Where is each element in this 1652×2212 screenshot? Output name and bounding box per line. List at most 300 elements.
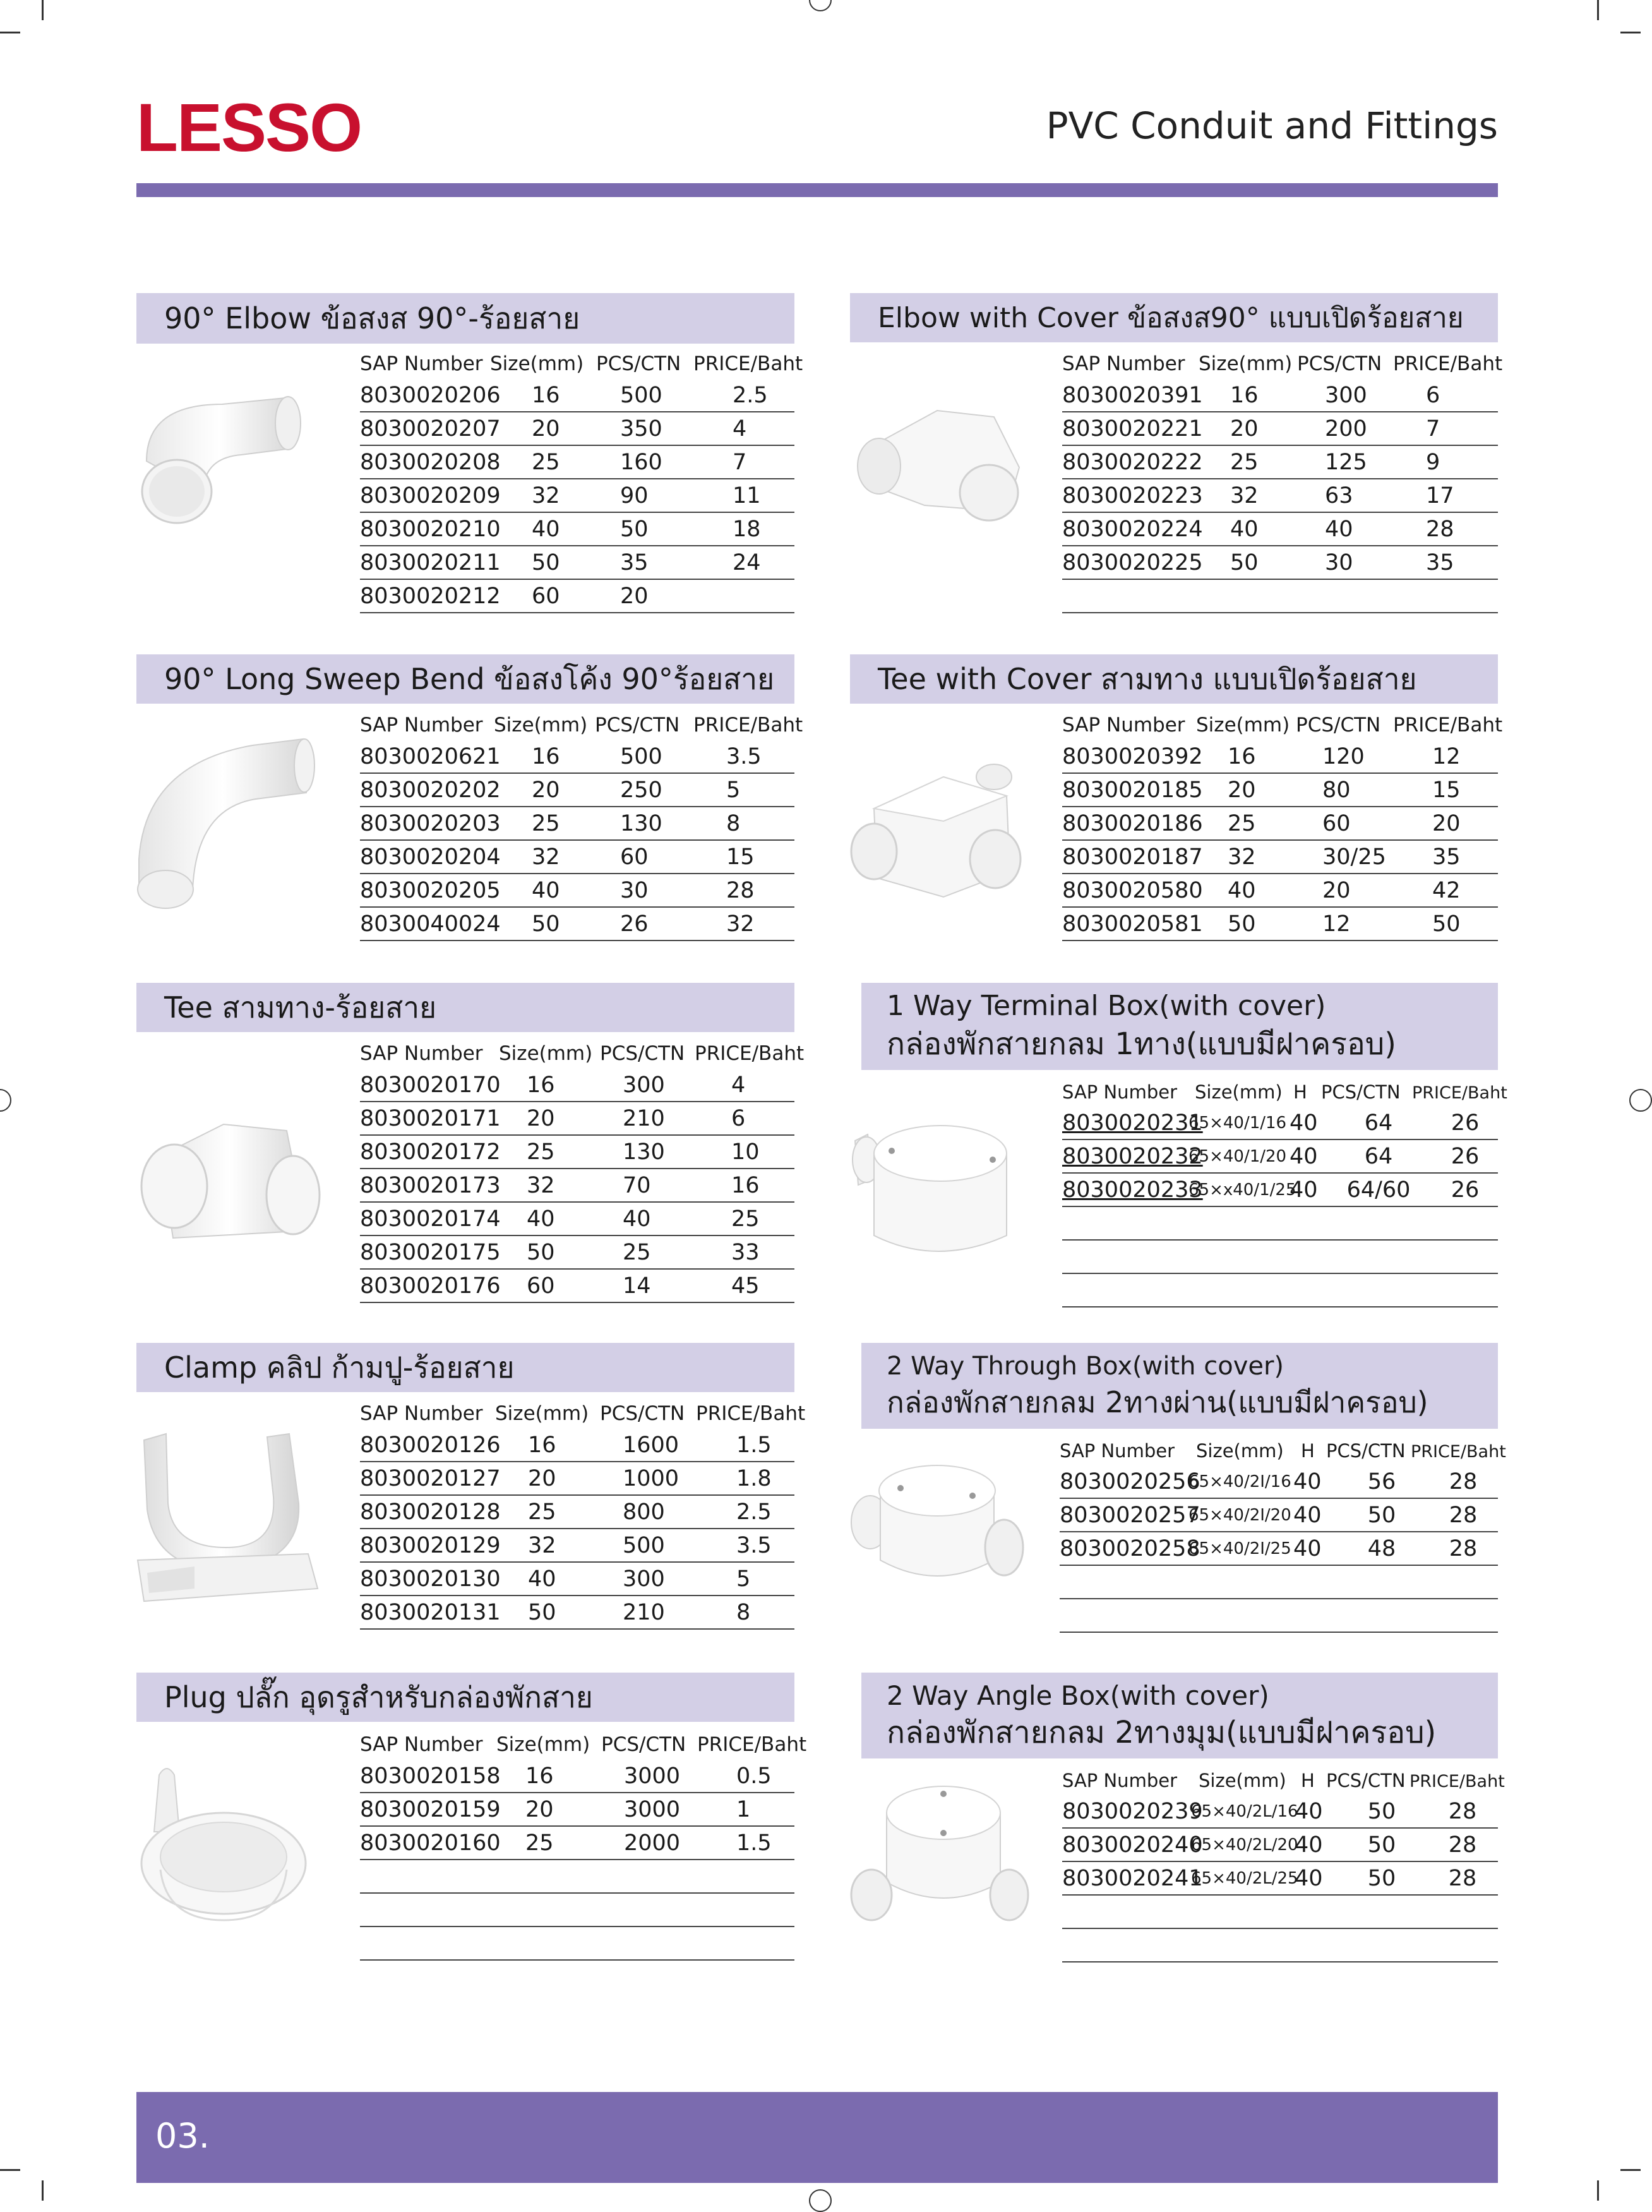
table-row (360, 1462, 794, 1496)
cell-size: 65×40/2I/20 (1188, 1505, 1291, 1525)
price-table-tee (360, 1036, 805, 1303)
header-sap-number: SAP Number (1060, 1440, 1175, 1462)
cell-pcs: 30 (620, 877, 649, 903)
cell-price: 17 (1426, 483, 1454, 508)
table-row (360, 841, 794, 874)
cell-size: 32 (532, 844, 560, 870)
header-sap-number: SAP Number (360, 714, 483, 736)
cell-price: 33 (731, 1239, 760, 1265)
table-row (360, 774, 794, 807)
section-title-angle-2way (861, 1673, 1498, 1758)
cell-price: 50 (1432, 911, 1461, 937)
header-sap-number: SAP Number (360, 352, 483, 375)
table-row (360, 412, 794, 446)
cell-pcs: 3000 (624, 1763, 681, 1789)
cell-price: 28 (726, 877, 755, 903)
cell-sap: 8030020256 (1060, 1469, 1200, 1494)
sweep-bend-image (133, 733, 316, 916)
header-price: PRICE/Baht (693, 714, 803, 736)
table-row (1060, 1499, 1498, 1532)
cell-price: 1.8 (736, 1465, 772, 1491)
header-price: PRICE/Baht (1410, 1772, 1505, 1791)
header-pcs-ctn: PCS/CTN (600, 1042, 685, 1065)
cell-size: 16 (1230, 382, 1259, 408)
cell-size: 50 (532, 550, 560, 575)
cell-size: 40 (532, 877, 560, 903)
cell-price: 7 (733, 449, 747, 475)
section-title-elbow-cover (850, 293, 1498, 342)
page-number: 03. (155, 2116, 210, 2156)
cell-sap: 8030020129 (360, 1532, 501, 1558)
cell-price: 25 (731, 1206, 760, 1232)
cell-pcs: 30 (1325, 550, 1353, 575)
header-pcs-ctn: PCS/CTN (601, 1733, 686, 1756)
section-title-terminal-1way (861, 983, 1498, 1070)
header-sap-number: SAP Number (360, 1042, 483, 1065)
cell-price: 15 (726, 844, 755, 870)
section-title-elbow (136, 293, 794, 344)
section-title-text: 2 Way Angle Box(with cover) (887, 1680, 1269, 1711)
header-size: Size(mm) (1199, 1770, 1286, 1791)
price-table-elbow (360, 346, 803, 613)
cell-sap: 8030020204 (360, 844, 501, 870)
table-row (1062, 513, 1498, 546)
cell-size: 50 (528, 1599, 556, 1625)
registration-mark (809, 2189, 832, 2212)
cell-sap: 8030020257 (1060, 1502, 1200, 1528)
cell-pcs: 20 (620, 583, 649, 609)
price-table-angle-2way (1062, 1762, 1505, 1963)
cell-size: 25 (532, 810, 560, 836)
table-row-empty (1060, 1599, 1498, 1633)
cell-price: 28 (1448, 1865, 1477, 1891)
table-row (360, 740, 794, 774)
price-table-elbow-cover (1062, 346, 1503, 613)
crop-mark (42, 0, 44, 20)
table-row (360, 1529, 794, 1563)
cell-pcs: 64/60 (1346, 1177, 1411, 1203)
header-size: Size(mm) (495, 1402, 589, 1425)
header-sap-number: SAP Number (360, 1402, 483, 1425)
cell-price: 2.5 (736, 1499, 772, 1525)
cell-pcs: 125 (1325, 449, 1367, 475)
cell-pcs: 210 (623, 1599, 665, 1625)
header-pcs-ctn: PCS/CTN (595, 714, 680, 736)
cell-sap: 8030020239 (1062, 1798, 1203, 1824)
header-sap-number: SAP Number (1062, 1081, 1177, 1103)
table-row (360, 1827, 794, 1860)
cell-pcs: 35 (620, 550, 649, 575)
table-row (1062, 874, 1498, 908)
table-row (1062, 1107, 1498, 1140)
section-title-text-thai: กล่องพักสายกลม 1ทาง(แบบมีฝาครอบ) (887, 1026, 1396, 1062)
cell-h: 40 (1293, 1502, 1322, 1528)
header-pcs-ctn: PCS/CTN (1326, 1770, 1406, 1791)
table-row (1062, 446, 1498, 479)
cell-size: 50 (1230, 550, 1259, 575)
cell-size: 32 (532, 483, 560, 508)
cell-size: 20 (532, 416, 560, 442)
cell-price: 42 (1432, 877, 1461, 903)
cell-pcs: 300 (623, 1072, 665, 1098)
cell-sap: 8030040024 (360, 911, 501, 937)
cell-pcs: 500 (623, 1532, 665, 1558)
table-row (1062, 1862, 1498, 1896)
cell-pcs: 50 (1367, 1865, 1396, 1891)
cell-size: 16 (532, 743, 560, 769)
table-row (360, 479, 794, 513)
section-title-text: Tee with Cover สามทาง แบบเปิดร้อยสาย (878, 661, 1417, 696)
cell-size: 16 (1228, 743, 1256, 769)
cell-size: 65×40/2L/25 (1191, 1868, 1298, 1888)
cell-h: 40 (1295, 1798, 1323, 1824)
cell-size: 32 (1228, 844, 1256, 870)
table-row (360, 546, 794, 580)
cell-price: 6 (731, 1105, 746, 1131)
table-row (1062, 841, 1498, 874)
cell-pcs: 800 (623, 1499, 665, 1525)
section-title-text-thai: กล่องพักสายกลม 2ทางผ่าน(แบบมีฝาครอบ) (887, 1385, 1428, 1420)
header-sap-number: SAP Number (1062, 352, 1185, 375)
table-header (1062, 1074, 1507, 1107)
crop-mark (42, 2180, 44, 2201)
cell-sap: 8030020258 (1060, 1536, 1200, 1561)
cell-sap: 8030020225 (1062, 550, 1203, 575)
cell-size: 25 (1230, 449, 1259, 475)
tee-cover-image (849, 752, 1032, 903)
table-row (1062, 412, 1498, 446)
table-row (1062, 479, 1498, 513)
cell-size: 16 (525, 1763, 554, 1789)
table-row (360, 874, 794, 908)
cell-price: 4 (731, 1072, 746, 1098)
cell-price: 2.5 (733, 382, 768, 408)
angle-box-2way-image (849, 1775, 1032, 1926)
cell-size: 20 (532, 777, 560, 803)
cell-size: 16 (527, 1072, 555, 1098)
header-pcs-ctn: PCS/CTN (600, 1402, 685, 1425)
cell-sap: 8030020175 (360, 1239, 501, 1265)
cell-pcs: 48 (1367, 1536, 1396, 1561)
cell-sap: 8030020581 (1062, 911, 1203, 937)
cell-sap: 8030020580 (1062, 877, 1203, 903)
table-header (360, 1396, 806, 1429)
table-row-empty (360, 1860, 794, 1894)
table-row (360, 1069, 794, 1102)
crop-mark (1597, 0, 1599, 20)
header-price: PRICE/Baht (697, 1733, 807, 1756)
table-row (1060, 1532, 1498, 1566)
cell-h: 40 (1293, 1469, 1322, 1494)
cell-h: 40 (1290, 1143, 1318, 1169)
cell-size: 65×40/1/16 (1188, 1113, 1287, 1133)
table-row (1062, 774, 1498, 807)
table-row (1062, 379, 1498, 412)
cell-price: 7 (1426, 416, 1440, 442)
header-pcs-ctn: PCS/CTN (1326, 1440, 1406, 1462)
cell-pcs: 1000 (623, 1465, 679, 1491)
cell-pcs: 210 (623, 1105, 665, 1131)
cell-size: 40 (532, 516, 560, 542)
header-price: PRICE/Baht (695, 1042, 805, 1065)
table-row (360, 807, 794, 841)
header-size: Size(mm) (499, 1042, 593, 1065)
cell-price: 28 (1449, 1536, 1478, 1561)
section-title-sweep (136, 654, 794, 704)
section-title-text-thai: กล่องพักสายกลม 2ทางมุม(แบบมีฝาครอบ) (887, 1715, 1437, 1751)
cell-pcs: 12 (1322, 911, 1351, 937)
table-row (360, 1236, 794, 1270)
cell-pcs: 120 (1322, 743, 1365, 769)
section-title-plug (136, 1673, 794, 1722)
cell-sap: 8030020128 (360, 1499, 501, 1525)
cell-size: 60 (527, 1273, 555, 1299)
cell-sap: 8030020173 (360, 1172, 501, 1198)
table-header (360, 346, 803, 379)
cell-price: 26 (1451, 1143, 1480, 1169)
registration-mark (0, 1089, 11, 1112)
section-title-through-2way (861, 1343, 1498, 1429)
table-row-empty (1062, 580, 1498, 613)
table-row (360, 1563, 794, 1596)
section-title-tee-cover (850, 654, 1498, 704)
cell-size: 20 (528, 1465, 556, 1491)
cell-sap: 8030020170 (360, 1072, 501, 1098)
section-title-text: Clamp คลิป ก้ามปู-ร้อยสาย (164, 1350, 515, 1385)
table-row (360, 1136, 794, 1169)
cell-price: 18 (733, 516, 761, 542)
clamp-fitting-image (138, 1428, 321, 1604)
cell-pcs: 14 (623, 1273, 651, 1299)
crop-mark (1620, 32, 1641, 33)
table-row (360, 908, 794, 941)
table-header (360, 1036, 805, 1069)
table-header (1062, 346, 1503, 379)
cell-sap: 8030020212 (360, 583, 501, 609)
cell-price: 8 (726, 810, 741, 836)
table-row (1062, 1795, 1498, 1829)
cell-price: 28 (1448, 1798, 1477, 1824)
tee-fitting-image (135, 1105, 325, 1263)
price-table-tee-cover (1062, 707, 1503, 941)
cell-pcs: 60 (1322, 810, 1351, 836)
cell-sap: 8030020231 (1062, 1110, 1203, 1136)
section-title-text: 2 Way Through Box(with cover) (887, 1352, 1284, 1381)
cell-pcs: 160 (620, 449, 662, 475)
header-price: PRICE/Baht (696, 1402, 806, 1425)
cell-size: 25 (528, 1499, 556, 1525)
cell-size: 32 (528, 1532, 556, 1558)
table-row (1062, 807, 1498, 841)
cell-price: 1 (736, 1796, 751, 1822)
price-table-terminal-1way (1062, 1074, 1507, 1307)
cell-price: 28 (1449, 1469, 1478, 1494)
cell-sap: 8030020209 (360, 483, 501, 508)
cell-size: 20 (1228, 777, 1256, 803)
table-row (360, 1203, 794, 1236)
cell-sap: 8030020160 (360, 1830, 501, 1856)
table-header (1062, 707, 1503, 740)
cell-price: 9 (1426, 449, 1440, 475)
cell-sap: 8030020174 (360, 1206, 501, 1232)
header-price: PRICE/Baht (1393, 714, 1503, 736)
cell-pcs: 500 (620, 743, 662, 769)
table-row (1062, 1829, 1498, 1862)
section-title-text: 90° Long Sweep Bend ข้อสงโค้ง 90°ร้อยสาย (164, 661, 775, 696)
cell-price: 0.5 (736, 1763, 772, 1789)
cell-size: 32 (527, 1172, 555, 1198)
cell-price: 28 (1426, 516, 1454, 542)
cell-price: 6 (1426, 382, 1440, 408)
header-divider-bar (136, 183, 1498, 197)
cell-pcs: 1600 (623, 1432, 679, 1458)
header-size: Size(mm) (496, 1733, 590, 1756)
table-row-empty (1062, 1241, 1498, 1274)
cell-sap: 8030020207 (360, 416, 501, 442)
cell-sap: 8030020224 (1062, 516, 1203, 542)
cell-price: 15 (1432, 777, 1461, 803)
cell-pcs: 63 (1325, 483, 1353, 508)
cell-price: 1.5 (736, 1830, 772, 1856)
table-row (360, 446, 794, 479)
section-title-text: Plug ปลั๊ก อุดรูสำหรับกล่องพักสาย (164, 1680, 593, 1714)
cell-price: 28 (1448, 1832, 1477, 1858)
cell-pcs: 3000 (624, 1796, 681, 1822)
cell-sap: 8030020241 (1062, 1865, 1203, 1891)
header-size: Size(mm) (490, 352, 584, 375)
footer-bar (136, 2092, 1498, 2183)
cell-sap: 8030020211 (360, 550, 501, 575)
cell-price: 8 (736, 1599, 751, 1625)
cell-pcs: 25 (623, 1239, 651, 1265)
cell-sap: 8030020187 (1062, 844, 1203, 870)
cell-sap: 8030020171 (360, 1105, 501, 1131)
section-title-clamp (136, 1343, 794, 1392)
table-row (1060, 1465, 1498, 1499)
cell-pcs: 64 (1364, 1110, 1393, 1136)
header-h: H (1301, 1770, 1315, 1791)
cell-pcs: 70 (623, 1172, 651, 1198)
cell-price: 11 (733, 483, 761, 508)
cell-price: 10 (731, 1139, 760, 1165)
section-title-text: 1 Way Terminal Box(with cover) (887, 990, 1326, 1023)
header-pcs-ctn: PCS/CTN (1321, 1081, 1401, 1103)
table-row-empty (1062, 1274, 1498, 1307)
cell-price: 12 (1432, 743, 1461, 769)
table-row (360, 1270, 794, 1303)
plug-fitting-image (135, 1762, 312, 1939)
table-row (360, 1169, 794, 1203)
table-row (360, 1760, 794, 1793)
cell-sap: 8030020240 (1062, 1832, 1203, 1858)
cell-size: 65×40/2L/16 (1191, 1801, 1298, 1821)
table-row (360, 1429, 794, 1462)
cell-sap: 8030020186 (1062, 810, 1203, 836)
cell-price: 35 (1432, 844, 1461, 870)
cell-price: 26 (1451, 1110, 1480, 1136)
cell-pcs: 50 (1367, 1502, 1396, 1528)
cell-size: 65×40/2I/16 (1188, 1472, 1291, 1491)
price-table-clamp (360, 1396, 806, 1630)
cell-h: 40 (1295, 1832, 1323, 1858)
cell-pcs: 30/25 (1322, 844, 1386, 870)
cell-pcs: 90 (620, 483, 649, 508)
header-pcs-ctn: PCS/CTN (1297, 352, 1382, 375)
cell-pcs: 130 (620, 810, 662, 836)
page-title: PVC Conduit and Fittings (1046, 104, 1498, 147)
cell-price: 45 (731, 1273, 760, 1299)
cell-size: 25 (1228, 810, 1256, 836)
cell-size: 65×40/2I/25 (1188, 1539, 1291, 1558)
table-header (360, 1727, 807, 1760)
cell-size: 16 (528, 1432, 556, 1458)
cell-size: 25 (525, 1830, 554, 1856)
cell-sap: 8030020205 (360, 877, 501, 903)
cell-sap: 8030020202 (360, 777, 501, 803)
cell-pcs: 250 (620, 777, 662, 803)
elbow-cover-image (849, 398, 1032, 524)
cell-pcs: 20 (1322, 877, 1351, 903)
cell-pcs: 500 (620, 382, 662, 408)
cell-sap: 8030020223 (1062, 483, 1203, 508)
cell-size: 65×40/1/20 (1188, 1146, 1287, 1166)
cell-size: 20 (1230, 416, 1259, 442)
cell-price: 5 (736, 1566, 751, 1592)
table-row (360, 1496, 794, 1529)
cell-pcs: 300 (623, 1566, 665, 1592)
header-size: Size(mm) (494, 714, 588, 736)
header-size: Size(mm) (1199, 352, 1293, 375)
table-header (360, 707, 803, 740)
cell-sap: 8030020391 (1062, 382, 1203, 408)
cell-sap: 8030020126 (360, 1432, 501, 1458)
cell-price: 32 (726, 911, 755, 937)
cell-size: 65×x40/1/25 (1188, 1180, 1296, 1199)
cell-size: 50 (1228, 911, 1256, 937)
table-row-empty (1060, 1566, 1498, 1599)
cell-sap: 8030020130 (360, 1566, 501, 1592)
header-pcs-ctn: PCS/CTN (1296, 714, 1381, 736)
cell-pcs: 200 (1325, 416, 1367, 442)
cell-sap: 8030020233 (1062, 1177, 1203, 1203)
cell-h: 40 (1295, 1865, 1323, 1891)
cell-price: 16 (731, 1172, 760, 1198)
header-sap-number: SAP Number (360, 1733, 483, 1756)
cell-size: 50 (527, 1239, 555, 1265)
header-pcs-ctn: PCS/CTN (596, 352, 681, 375)
cell-h: 40 (1290, 1110, 1318, 1136)
cell-size: 16 (532, 382, 560, 408)
cell-sap: 8030020172 (360, 1139, 501, 1165)
registration-mark (1629, 1089, 1652, 1112)
cell-pcs: 50 (1367, 1832, 1396, 1858)
table-header (1060, 1433, 1506, 1465)
cell-pcs: 50 (1367, 1798, 1396, 1824)
cell-size: 60 (532, 583, 560, 609)
cell-pcs: 26 (620, 911, 649, 937)
header-h: H (1293, 1081, 1307, 1103)
section-title-tee (136, 983, 794, 1032)
header-sap-number: SAP Number (1062, 714, 1185, 736)
cell-h: 40 (1293, 1536, 1322, 1561)
header-size: Size(mm) (1196, 714, 1290, 736)
cell-size: 40 (528, 1566, 556, 1592)
elbow-fitting-image (134, 379, 323, 531)
header-price: PRICE/Baht (693, 352, 803, 375)
header-size: Size(mm) (1195, 1081, 1283, 1103)
table-row-empty (1062, 1896, 1498, 1929)
cell-size: 40 (527, 1206, 555, 1232)
